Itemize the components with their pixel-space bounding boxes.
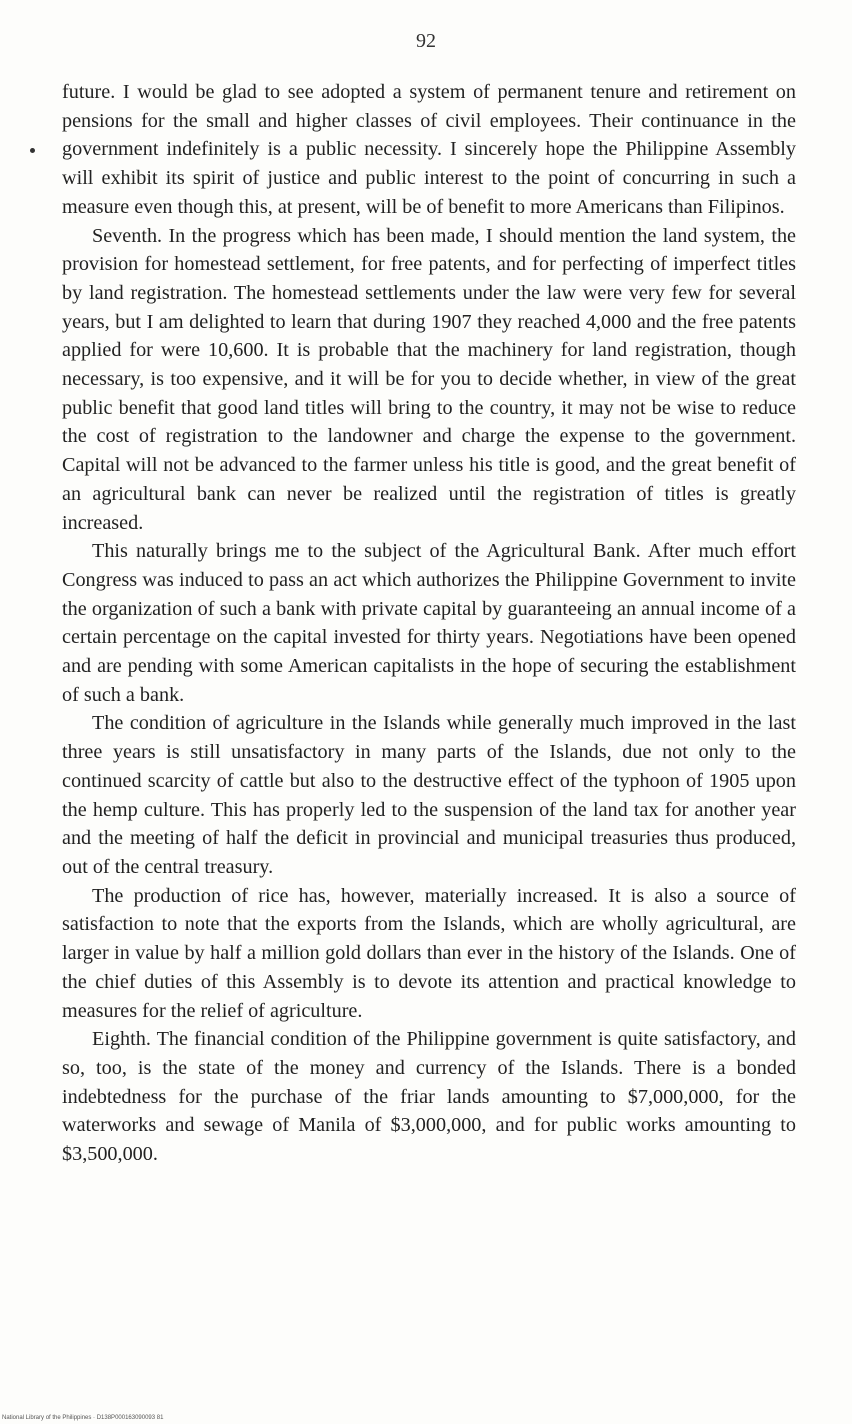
paragraph: The production of rice has, however, materially increased. It is also a source of satisfaction to note that the exports from the Islands, which are wholly agricultural, are larger in value by half a million gold dollars than ever in the history of the Islands. One of the chief duties of this Assembly is to devote its attention and practical knowledge to measures for the relief of agriculture. xyxy=(62,884,796,1022)
paragraph: Seventh. In the progress which has been made, I should mention the land system, the provision for homestead settlement, for free patents, and for perfecting of imperfect titles by land registration. The homestead settlements under the law were very few for several years, but I am delighted to learn that during 1907 they reached 4,000 and the free patents applied for were 10,600. It is probable that the machinery for land registration, though necessary, is too expensive, and it will be for you to decide whether, in view of the great public benefit that good land titles will bring to the country, it may not be wise to reduce the cost of registration to the landowner and charge the expense to the government. Capital will not be advanced to the farmer unless his title is good, and the great benefit of an agricultural bank can never be realized until the registration of titles is greatly increased. xyxy=(62,224,796,534)
body-text xyxy=(62,78,796,1169)
paragraph: Eighth. The financial condition of the Philippine government is quite satisfactory, and so, too, is the state of the money and currency of the Islands. There is a bonded indebtedness for the purchase of the friar lands amounting to $7,000,000, for the waterworks and sewage of Manila of $3,000,000, and for public works amounting to $3,500,000. xyxy=(62,1028,796,1166)
scan-footer: National Library of the Philippines · D138P000163090093 81 xyxy=(2,1415,164,1421)
paragraph: future. I would be glad to see adopted a system of permanent tenure and retirement on pensions for the small and higher classes of civil employees. Their continuance in the government indefinitely is a public necessity. I sincerely hope the Philippine Assembly will exhibit its spirit of justice and public interest to the point of concurring in such a measure even though this, at present, will be of benefit to more Americans than Filipinos. xyxy=(62,81,796,218)
paragraph: This naturally brings me to the subject of the Agricultural Bank. After much effort Congress was induced to pass an act which authorizes the Philippine Government to invite the organization of such a bank with private capital by guaranteeing an annual income of a certain percentage on the capital invested for thirty years. Negotiations have been opened and are pending with some American capitalists in the hope of securing the establishment of such a bank. xyxy=(62,540,796,706)
margin-mark xyxy=(30,148,35,153)
page-number: 92 xyxy=(416,30,436,52)
paragraph: The condition of agriculture in the Islands while generally much improved in the last three years is still unsatisfactory in many parts of the Islands, due not only to the continued scarcity of cattle but also to the destructive effect of the typhoon of 1905 upon the hemp culture. This has properly led to the suspension of the land tax for another year and the meeting of half the deficit in provincial and municipal treasuries thus produced, out of the central treasury. xyxy=(62,712,796,878)
